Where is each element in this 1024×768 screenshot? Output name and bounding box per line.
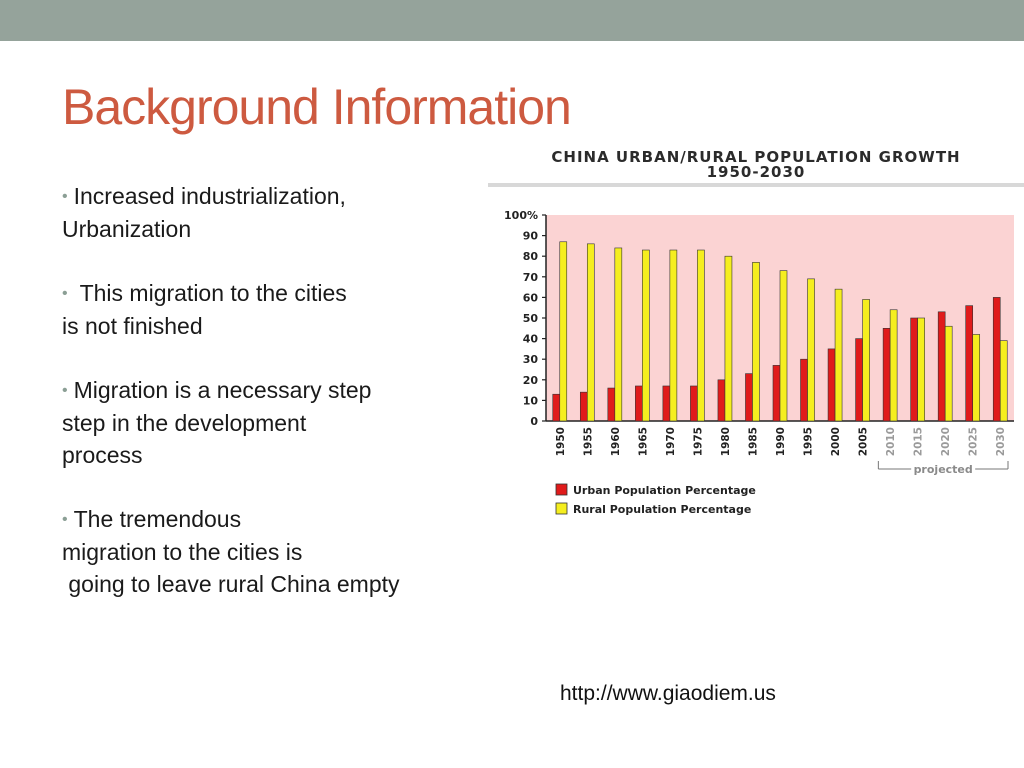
bullet-text: Increased industrialization,	[73, 183, 346, 209]
urban-bar	[580, 392, 587, 421]
y-tick-label: 100%	[504, 209, 538, 222]
rural-bar	[670, 250, 677, 421]
bullet-item-4	[62, 503, 482, 600]
y-tick-label: 40	[522, 332, 538, 346]
urban-bar	[663, 386, 670, 421]
bullet-text: migration to the cities is	[62, 539, 303, 565]
rural-bar	[1000, 341, 1007, 421]
rural-bar	[642, 250, 649, 421]
bullet-list	[62, 180, 482, 632]
urban-bar	[828, 349, 835, 421]
y-tick-label: 20	[522, 373, 538, 387]
x-tick-label: 1975	[692, 427, 705, 457]
bullet-item-3	[62, 374, 482, 471]
legend-swatch-rural	[556, 503, 567, 514]
urban-bar	[553, 394, 560, 421]
bullet-item-1	[62, 180, 482, 245]
bullet-dot-icon: •	[62, 285, 68, 302]
rural-bar	[587, 244, 594, 421]
x-tick-label: 1960	[609, 427, 622, 457]
urban-bar	[773, 365, 780, 421]
bullet-text: This migration to the cities	[73, 280, 347, 306]
rural-bar	[697, 250, 704, 421]
x-tick-label: 1970	[664, 427, 677, 457]
bullet-text: is not finished	[62, 313, 203, 339]
bullet-text: step in the development	[62, 410, 307, 436]
x-tick-label: 2000	[830, 427, 843, 457]
y-tick-label: 50	[522, 312, 538, 325]
rural-bar	[725, 256, 732, 421]
x-tick-label: 1955	[582, 427, 595, 457]
source-link[interactable]: http://www.giaodiem.us	[560, 682, 776, 705]
x-tick-label: 1950	[554, 427, 567, 457]
x-tick-label: 1995	[802, 427, 815, 457]
chart-subtitle: 1950-2030	[706, 163, 806, 181]
rural-bar	[615, 248, 622, 421]
x-tick-label: 1990	[775, 427, 787, 457]
urban-bar	[966, 306, 973, 421]
x-tick-label: 2020	[940, 427, 953, 457]
urban-bar	[883, 328, 890, 421]
rural-bar	[808, 279, 815, 421]
x-tick-label: 2025	[967, 427, 980, 457]
urban-bar	[801, 359, 808, 421]
projected-label: projected	[913, 463, 973, 476]
slide-title: Background Information	[62, 79, 571, 135]
rural-bar	[973, 334, 980, 421]
y-tick-label: 90	[522, 229, 538, 243]
population-chart	[488, 140, 1024, 530]
chart-svg	[488, 140, 1024, 530]
urban-bar	[745, 374, 752, 421]
rural-bar	[780, 271, 787, 421]
bullet-dot-icon: •	[62, 382, 68, 399]
bullet-item-2	[62, 277, 482, 342]
urban-bar	[690, 386, 697, 421]
y-tick-label: 0	[530, 415, 538, 428]
urban-bar	[993, 297, 1000, 421]
rural-bar	[560, 242, 567, 421]
x-tick-label: 1985	[747, 427, 760, 457]
rural-bar	[890, 310, 897, 421]
bullet-text: going to leave rural China empty	[62, 571, 400, 597]
x-tick-label: 2015	[912, 427, 925, 457]
y-tick-label: 80	[522, 250, 538, 264]
title-rule	[488, 183, 1024, 187]
bullet-text: Migration is a necessary step	[73, 377, 372, 403]
x-tick-label: 2030	[995, 427, 1008, 457]
urban-bar	[911, 318, 918, 421]
x-tick-label: 2010	[885, 427, 898, 457]
rural-bar	[945, 326, 952, 421]
legend-label-rural: Rural Population Percentage	[573, 503, 752, 516]
y-tick-label: 30	[522, 353, 538, 367]
urban-bar	[856, 339, 863, 421]
bullet-text: process	[62, 442, 143, 468]
chart-title: CHINA URBAN/RURAL POPULATION GROWTH	[551, 148, 961, 166]
bullet-dot-icon: •	[62, 188, 68, 205]
rural-bar	[752, 262, 759, 421]
rural-bar	[863, 299, 870, 421]
rural-bar	[918, 318, 925, 421]
x-tick-label: 1980	[719, 427, 732, 457]
bullet-text: The tremendous	[73, 506, 242, 532]
urban-bar	[635, 386, 642, 421]
urban-bar	[938, 312, 945, 421]
legend-label-urban: Urban Population Percentage	[573, 484, 756, 497]
x-tick-label: 2005	[857, 427, 870, 457]
y-tick-label: 10	[522, 394, 538, 408]
bullet-dot-icon: •	[62, 511, 68, 528]
y-tick-label: 70	[522, 270, 538, 284]
top-banner	[0, 0, 1024, 41]
urban-bar	[608, 388, 615, 421]
x-tick-label: 1965	[637, 427, 650, 457]
bullet-text: Urbanization	[62, 216, 192, 242]
y-tick-label: 60	[522, 291, 538, 305]
urban-bar	[718, 380, 725, 421]
legend-swatch-urban	[556, 484, 567, 495]
rural-bar	[835, 289, 842, 421]
